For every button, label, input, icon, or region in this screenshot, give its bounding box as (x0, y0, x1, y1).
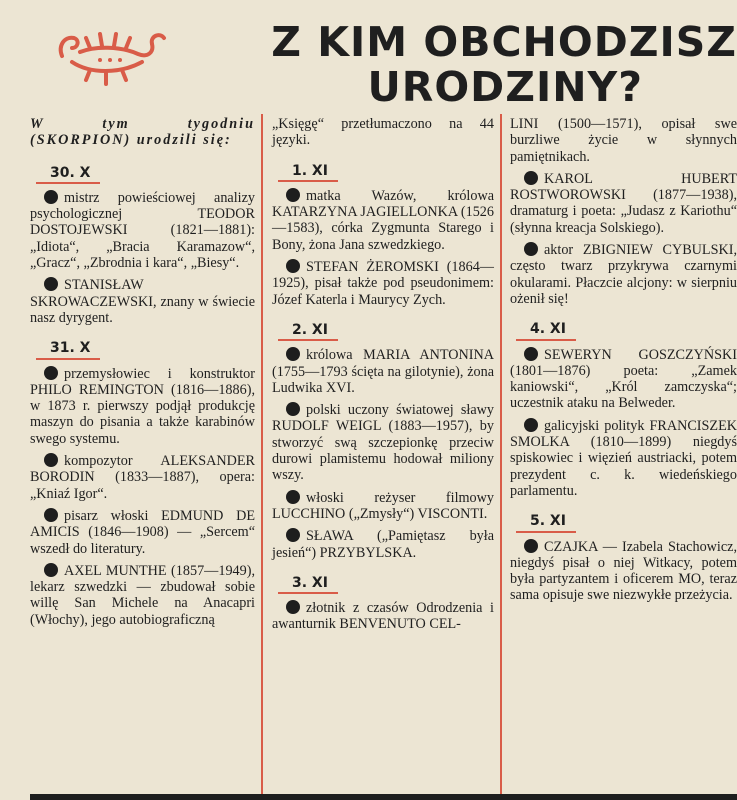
column-divider (500, 114, 502, 800)
date-heading: 2. XI (278, 320, 338, 341)
bullet-icon (524, 539, 538, 553)
entry-text: aktor ZBIGNIEW CYBULSKI, często twarz przykrywa czarnymi okularami. Płaczcie alcjony: w sierpniu ożenił się! (510, 242, 737, 307)
birthday-entry (272, 188, 494, 253)
birthday-entry (30, 190, 255, 271)
date-heading: 3. XI (278, 573, 338, 594)
entry-text: pisarz włoski EDMUND DE AMICIS (1846—1908) — „Sercem“ wszedł do literatury. (30, 507, 255, 557)
birthday-entry (272, 402, 494, 483)
bullet-icon (524, 242, 538, 256)
birthday-entry (272, 528, 494, 561)
entry-text: włoski reżyser filmowy LUCCHINO („Zmysły“) VISCONTI. (272, 489, 494, 522)
birthday-entry (30, 508, 255, 557)
scorpion-ornament-icon (50, 18, 170, 88)
birthday-entry (510, 242, 737, 307)
bullet-icon (286, 490, 300, 504)
bullet-icon (286, 528, 300, 542)
date-heading: 4. XI (516, 319, 576, 340)
entry-text: SŁAWA („Pamiętasz była jesień“) PRZYBYLSKA. (272, 528, 494, 561)
date-heading: 30. X (36, 163, 100, 184)
page-title (220, 20, 737, 110)
bullet-icon (44, 453, 58, 467)
bullet-icon (44, 508, 58, 522)
entry-text: STANISŁAW SKROWACZEWSKI, znany w świecie nasz dyrygent. (30, 277, 255, 326)
birthday-entry (272, 600, 494, 633)
date-heading: 1. XI (278, 161, 338, 182)
birthday-entry (510, 539, 737, 604)
entry-text: KAROL HUBERT ROSTWOROWSKI (1877—1938), dramaturg i poeta: „Judasz z Kariothu“ (słynna kreacja Solskiego). (510, 170, 737, 236)
bullet-icon (286, 259, 300, 273)
entry-text: AXEL MUNTHE (1857—1949), lekarz szwedzki — zbudował sobie willę San Michele na Anacapri (Włochy), jego autobiograficzną (30, 562, 255, 628)
bullet-icon (44, 190, 58, 204)
bottom-bar (30, 794, 737, 800)
entry-text: polski uczony światowej sławy RUDOLF WEIGL (1883—1957), by stworzyć swą szczepionkę przeciw durowi plamistemu hodował miliony wszy. (272, 402, 494, 484)
entry-continuation (272, 116, 494, 149)
birthday-entry (30, 453, 255, 502)
bullet-icon (286, 600, 300, 614)
bullet-icon (286, 347, 300, 361)
entry-text: STEFAN ŻEROMSKI (1864—1925), pisał także pod pseudonimem: Józef Katerla i Maurycy Zych. (272, 259, 494, 308)
entry-continuation (510, 116, 737, 165)
column-2 (272, 116, 494, 639)
bullet-icon (44, 563, 58, 577)
entry-text: matka Wazów, królowa KATARZYNA JAGIELLONKA (1526—1583), córka Zygmunta Starego i Bony, żona Jana szwedzkiego. (272, 187, 494, 253)
entry-text: królowa MARIA ANTONINA (1755—1793 ścięta na gilotynie), żona Ludwika XVI. (272, 347, 494, 396)
birthday-entry (272, 347, 494, 396)
column-3 (510, 116, 737, 610)
bullet-icon (286, 188, 300, 202)
bullet-icon (524, 418, 538, 432)
entry-text: SEWERYN GOSZCZYŃSKI (1801—1876) poeta: „Zamek kaniowski“, „Król zamczyska“; uczestnik ataku na Belweder. (510, 346, 737, 412)
birthday-entry (272, 490, 494, 523)
entry-text: mistrz powieściowej analizy psychologicznej TEODOR DOSTOJEWSKI (1821—1881): „Idiota“, „Bracia Karamazow“, „Gracz“, „Zbrodnia i kara“, „Biesy“. (30, 189, 255, 272)
bullet-icon (44, 277, 58, 291)
birthday-entry (30, 366, 255, 447)
bullet-icon (524, 171, 538, 185)
bullet-icon (44, 366, 58, 380)
birthday-entry (30, 563, 255, 628)
title-line-2: URODZINY? (367, 63, 643, 111)
bullet-icon (286, 402, 300, 416)
bullet-icon (524, 347, 538, 361)
column-divider (261, 114, 263, 800)
birthday-entry (510, 347, 737, 412)
date-heading: 31. X (36, 338, 100, 359)
title-line-1: Z KIM OBCHODZISZ (271, 18, 737, 66)
entry-text: kompozytor ALEKSANDER BORODIN (1833—1887), opera: „Kniaź Igor“. (30, 453, 255, 502)
column-1 (30, 116, 255, 634)
entry-text: galicyjski polityk FRANCISZEK SMOLKA (1810—1899) niegdyś spiskowiec i więzień austriacki, potem prezydent c. k. wiedeńskiego parlamentu. (510, 417, 737, 499)
date-heading: 5. XI (516, 511, 576, 532)
entry-text: LINI (1500—1571), opisał swe burzliwe życie w słynnych pamiętnikach. (510, 116, 737, 165)
birthday-entry (272, 259, 494, 308)
birthday-entry (30, 277, 255, 326)
entry-text: CZAJKA — Izabela Stachowicz, niegdyś pisał o niej Witkacy, potem była partyzantem i oficerem MO, teraz sama opisuje swe niezwykłe przeżycia. (510, 538, 737, 604)
birthday-entry (510, 171, 737, 236)
birthday-entry (510, 418, 737, 499)
entry-text: złotnik z czasów Odrodzenia i awanturnik BENVENUTO CEL- (272, 600, 494, 633)
entry-text: przemysłowiec i konstruktor PHILO REMINGTON (1816—1886), w 1873 r. pierwszy podjął produkcję maszyn do pisania a także karabinów swego systemu. (30, 365, 255, 447)
intro-text: W tym tygodniu (SKORPION) urodzili się: (30, 116, 255, 149)
entry-text: „Księgę“ przetłumaczono na 44 języki. (272, 116, 494, 149)
